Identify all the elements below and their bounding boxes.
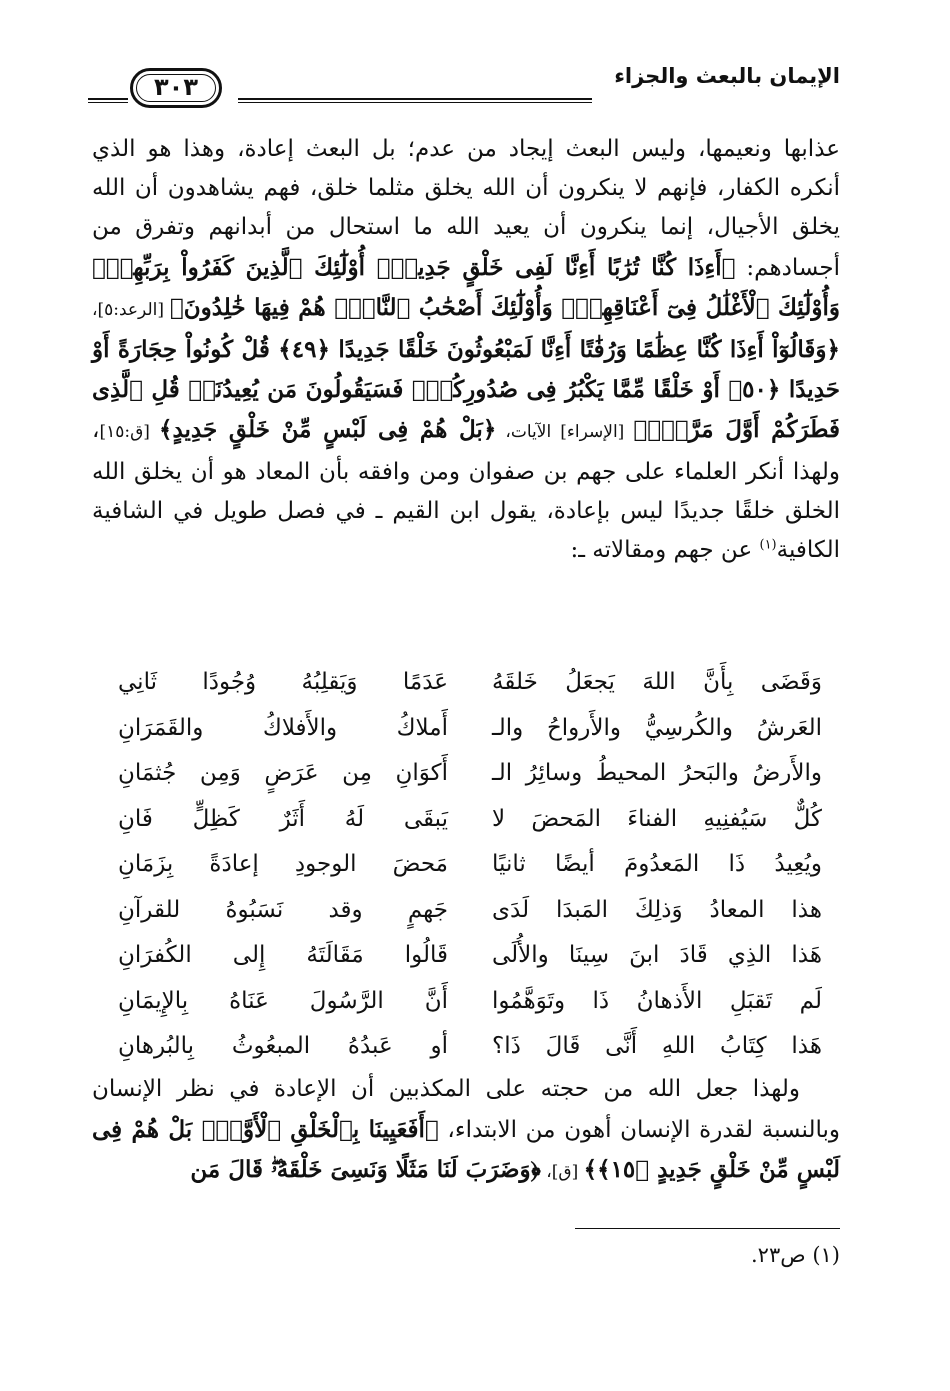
verse-second-half: أَنَّ الرَّسُولَ عَنَاهُ بِالإِيمَانِ: [118, 987, 448, 1014]
closing-paragraph: [92, 1070, 840, 1193]
verse-first-half: هَذا كِتَابُ اللهِ أَنَّى قَالَ ذَا؟: [492, 1033, 822, 1059]
verse-reference: [الإسراء] الآيات،: [496, 422, 634, 443]
poem-verse: [100, 1024, 830, 1070]
quran-verse: ﴿أَءِذَا كُنَّا تُرَٰبًا أَءِنَّا لَفِى خَلْقٍ جَدِيدٍۗ أُوْلَٰٓئِكَ ٱلَّذِينَ كَفَرُواْ بِرَبِّهِمْۖ وَأُوْلَٰٓئِكَ ٱلْأَغْلَٰلُ فِىٓ أَعْنَاقِهِمْۖ وَأُوْلَٰٓئِكَ أَصْحَٰبُ ٱلنَّارِۖ هُمْ فِيهَا خَٰلِدُونَ﴾: [92, 253, 840, 321]
poem-verse: [100, 933, 830, 979]
quran-verse: ﴿أَفَعَيِينَا بِٱلْخَلْقِ ٱلْأَوَّلِۚ بَلْ هُمْ فِى لَبْسٍ مِّنْ خَلْقٍ جَدِيدٍ ﴿١٥﴾﴾: [92, 1115, 840, 1183]
poem-verse: [100, 751, 830, 797]
verse-first-half: هَذا الذِي قَادَ ابنَ سِينَا والأُلَى: [492, 942, 822, 968]
page-number: ٣٠٣: [130, 68, 222, 108]
poem-verse: [100, 797, 830, 843]
poem-verse: [100, 660, 830, 706]
verse-first-half: كُلٌّ سَيُفنِيهِ الفناءَ المَحضَ لا: [492, 805, 822, 832]
verse-first-half: هذا المعادُ وَذلِكَ المَبدَا لَدَى: [492, 896, 822, 923]
running-title: الإيمان بالبعث والجزاء: [614, 64, 840, 88]
poem-verse: [100, 706, 830, 752]
verse-second-half: قَالُوا مَقَالَتَهُ إِلى الكُفرَانِ: [118, 942, 448, 968]
main-paragraph: [92, 130, 840, 570]
paragraph-text: ولهذا جعل الله من حجته على المكذبين أن الإعادة في نظر الإنسان وبالنسبة لقدرة الإنسان أهون من الابتداء،: [92, 1076, 840, 1143]
verse-reference: [الرعد:٥]،: [92, 299, 170, 320]
quran-verse: ﴿بَلْ هُمْ فِى لَبْسٍ مِّنْ خَلْقٍ جَدِيدٍ﴾: [158, 416, 497, 444]
verse-first-half: لَم تَقبَلِ الأَذهانُ ذَا وتَوَهَّمُوا: [492, 987, 822, 1014]
poem-verse: [100, 888, 830, 934]
quran-verse: ﴿وَقَالُوٓاْ أَءِذَا كُنَّا عِظَٰمًا وَرُفَٰتًا أَءِنَّا لَمَبْعُوثُونَ خَلْقًا جَدِيدًا ﴿٤٩﴾ قُلْ كُونُواْ حِجَارَةً أَوْ حَدِيدًا ﴿٥٠﴾ أَوْ خَلْقًا مِّمَّا يَكْبُرُ فِى صُدُورِكُمْۚ فَسَيَقُولُونَ مَن يُعِيدُنَاۖ قُلِ ٱلَّذِى فَطَرَكُمْ أَوَّلَ مَرَّةٍۚ﴾: [92, 336, 841, 444]
verse-second-half: أَكوَانِ مِن عَرَضٍ وَمِن جُثمَانِ: [118, 760, 448, 786]
header-rule-top: [238, 98, 592, 100]
footnote-marker: (١): [759, 537, 777, 553]
footnote-separator: [575, 1228, 840, 1229]
header-rule-left-bottom: [88, 102, 128, 103]
poem-verse: [100, 979, 830, 1025]
verse-first-half: ويُعِيدُ ذَا المَعدُومَ أيضًا ثانيًا: [492, 851, 822, 877]
verse-second-half: يَبقَى لَهُ أَثَرٌ كَظِلٍّ فَانِ: [118, 805, 448, 832]
header-rule-bottom: [238, 102, 592, 103]
footnote: [751, 1240, 840, 1270]
paragraph-text: عن جهم ومقالاته ـ:: [570, 537, 760, 564]
verse-second-half: عَدَمًا وَيَقلِبُهُ وُجُودًا ثَانِي: [118, 669, 448, 695]
verse-first-half: والأَرضُ والبَحرُ المحيطُ وسائِرُ الـ: [492, 760, 822, 786]
page-header: [88, 62, 840, 122]
paragraph-text: عذابها ونعيمها، وليس البعث إيجاد من عدم؛ بل البعث إعادة، وهذا هو الذي أنكره الكفار، فإنهم لا ينكرون أن الله يخلق مثلما خلق، فهم يشاهدون أن الله يخلق الأجيال، إنما ينكرون أن يعيد الله ما استحال من أبدانهم وتفرق من أجسادهم:: [92, 136, 840, 281]
footnote-text: ص٢٣.: [750, 1243, 806, 1267]
quran-verse: ﴿وَضَرَبَ لَنَا مَثَلًا وَنَسِىَ خَلْقَهُۥۖ قَالَ مَن: [190, 1156, 541, 1183]
verse-reference: [ق:١٥]: [99, 422, 159, 443]
verse-first-half: العَرشُ والكُرسِيُّ والأَرواحُ والـ: [492, 714, 822, 741]
verse-first-half: وَقَضَى بِأَنَّ اللهَ يَجعَلُ خَلقَهُ: [492, 669, 822, 695]
verse-second-half: مَحضَ الوجودِ إعادَةً بِزَمَانِ: [118, 851, 448, 877]
verse-second-half: جَهمٍ وقد نَسَبُوهُ للقرآنِ: [118, 896, 448, 923]
header-rule-left-top: [88, 98, 128, 100]
verse-reference: [ق]،: [540, 1162, 584, 1182]
poem: [100, 660, 830, 1070]
verse-second-half: أو عَبدُهُ المبعُوثُ بِالبُرهانِ: [118, 1033, 448, 1059]
poem-verse: [100, 842, 830, 888]
paragraph-text: ، ولهذا أنكر العلماء على جهم بن صفوان ومن وافقه بأن المعاد هو أن يخلق الله الخلق خلقًا جديدًا ليس بإعادة، يقول ابن القيم ـ في فصل طويل في الشافية الكافية: [92, 417, 840, 564]
footnote-number: (١): [812, 1243, 840, 1267]
verse-second-half: أَملاكُ والأَفلاكُ والقَمَرَانِ: [118, 714, 448, 741]
